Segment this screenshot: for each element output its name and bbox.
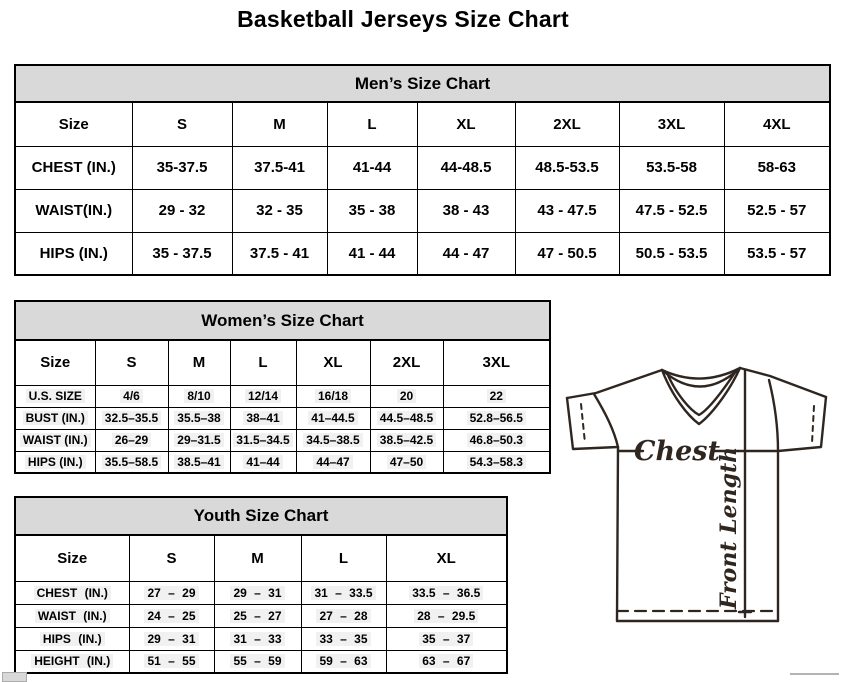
row-label: HIPS (IN.) (15, 451, 95, 473)
table-cell: 50.5 - 53.5 (619, 232, 724, 275)
mens-col-header-3xl: 3XL (619, 102, 724, 146)
table-cell: 29 – 31 (214, 581, 301, 604)
table-cell: 38.5–41 (168, 451, 230, 473)
table-cell: 41-44 (327, 146, 417, 189)
row-label: U.S. SIZE (15, 385, 95, 407)
mens-col-header-xl: XL (417, 102, 515, 146)
table-cell: 46.8–50.3 (443, 429, 550, 451)
youth-col-header-m: M (214, 535, 301, 581)
table-cell: 33.5 – 36.5 (386, 581, 507, 604)
table-cell: 32 - 35 (232, 189, 327, 232)
womens-table-title: Women’s Size Chart (15, 301, 550, 340)
table-cell: 38–41 (230, 407, 296, 429)
row-label: WAIST (IN.) (15, 429, 95, 451)
row-label: CHEST (IN.) (15, 146, 132, 189)
table-cell: 31 – 33.5 (301, 581, 386, 604)
table-cell: 52.8–56.5 (443, 407, 550, 429)
table-cell: 41–44 (230, 451, 296, 473)
womens-col-header-xl: XL (296, 340, 370, 385)
table-cell: 53.5 - 57 (724, 232, 830, 275)
table-cell: 27 – 28 (301, 604, 386, 627)
row-label: BUST (IN.) (15, 407, 95, 429)
row-label: CHEST (IN.) (15, 581, 129, 604)
row-label: HIPS (IN.) (15, 627, 129, 650)
mens-hips-row (15, 232, 830, 275)
table-cell: 37.5 - 41 (232, 232, 327, 275)
womens-size-chart-table (14, 300, 551, 474)
table-cell: 63 – 67 (386, 650, 507, 673)
youth-waist-row (15, 604, 507, 627)
table-cell: 38 - 43 (417, 189, 515, 232)
youth-col-header-xl: XL (386, 535, 507, 581)
table-cell: 44.5–48.5 (370, 407, 443, 429)
womens-col-header-2xl: 2XL (370, 340, 443, 385)
table-cell: 55 – 59 (214, 650, 301, 673)
youth-col-header-l: L (301, 535, 386, 581)
page-title: Basketball Jerseys Size Chart (237, 6, 569, 32)
table-cell: 29 – 31 (129, 627, 214, 650)
table-cell: 44-48.5 (417, 146, 515, 189)
table-cell: 33 – 35 (301, 627, 386, 650)
table-cell: 32.5–35.5 (95, 407, 168, 429)
table-cell: 25 – 27 (214, 604, 301, 627)
table-cell: 16/18 (296, 385, 370, 407)
womens-bust-row (15, 407, 550, 429)
youth-size-chart-table (14, 496, 508, 674)
table-cell: 24 – 25 (129, 604, 214, 627)
youth-col-header-s: S (129, 535, 214, 581)
row-label: WAIST(IN.) (15, 189, 132, 232)
table-cell: 4/6 (95, 385, 168, 407)
table-cell: 41 - 44 (327, 232, 417, 275)
table-cell: 51 – 55 (129, 650, 214, 673)
table-cell: 34.5–38.5 (296, 429, 370, 451)
jersey-diagram-icon (556, 362, 842, 628)
table-cell: 47 - 50.5 (515, 232, 619, 275)
mens-col-header-size: Size (15, 102, 132, 146)
table-cell: 44–47 (296, 451, 370, 473)
mens-col-header-4xl: 4XL (724, 102, 830, 146)
table-cell: 27 – 29 (129, 581, 214, 604)
table-cell: 54.3–58.3 (443, 451, 550, 473)
table-cell: 12/14 (230, 385, 296, 407)
youth-col-header-size: Size (15, 535, 129, 581)
mens-col-header-m: M (232, 102, 327, 146)
row-label: WAIST (IN.) (15, 604, 129, 627)
womens-hips-row (15, 451, 550, 473)
table-cell: 52.5 - 57 (724, 189, 830, 232)
mens-col-header-s: S (132, 102, 232, 146)
table-cell: 26–29 (95, 429, 168, 451)
youth-height-row (15, 650, 507, 673)
womens-us-size-row (15, 385, 550, 407)
table-cell: 37.5-41 (232, 146, 327, 189)
table-cell: 38.5–42.5 (370, 429, 443, 451)
table-cell: 35.5–38 (168, 407, 230, 429)
table-cell: 31 – 33 (214, 627, 301, 650)
table-cell: 29 - 32 (132, 189, 232, 232)
bottom-right-fragment (790, 673, 839, 675)
womens-col-header-l: L (230, 340, 296, 385)
table-cell: 31.5–34.5 (230, 429, 296, 451)
womens-col-header-m: M (168, 340, 230, 385)
bottom-left-fragment (2, 672, 27, 682)
table-cell: 59 – 63 (301, 650, 386, 673)
table-cell: 22 (443, 385, 550, 407)
table-cell: 53.5-58 (619, 146, 724, 189)
table-cell: 29–31.5 (168, 429, 230, 451)
youth-chest-row (15, 581, 507, 604)
front-length-measure-label: Front Length (716, 446, 742, 610)
table-cell: 47.5 - 52.5 (619, 189, 724, 232)
womens-col-header-3xl: 3XL (443, 340, 550, 385)
table-cell: 44 - 47 (417, 232, 515, 275)
table-cell: 35-37.5 (132, 146, 232, 189)
table-cell: 48.5-53.5 (515, 146, 619, 189)
table-cell: 35.5–58.5 (95, 451, 168, 473)
chest-measure-label: Chest (634, 436, 720, 467)
youth-hips-row (15, 627, 507, 650)
row-label: HEIGHT (IN.) (15, 650, 129, 673)
table-cell: 43 - 47.5 (515, 189, 619, 232)
mens-size-chart-table (14, 64, 831, 276)
mens-col-header-l: L (327, 102, 417, 146)
youth-table-title: Youth Size Chart (15, 497, 507, 535)
womens-waist-row (15, 429, 550, 451)
mens-table-title: Men’s Size Chart (15, 65, 830, 102)
table-cell: 41–44.5 (296, 407, 370, 429)
table-cell: 35 – 37 (386, 627, 507, 650)
womens-col-header-size: Size (15, 340, 95, 385)
mens-waist-row (15, 189, 830, 232)
row-label: HIPS (IN.) (15, 232, 132, 275)
table-cell: 58-63 (724, 146, 830, 189)
jersey-measurement-diagram (556, 362, 842, 628)
table-cell: 20 (370, 385, 443, 407)
mens-chest-row (15, 146, 830, 189)
table-cell: 35 - 38 (327, 189, 417, 232)
table-cell: 47–50 (370, 451, 443, 473)
mens-col-header-2xl: 2XL (515, 102, 619, 146)
table-cell: 8/10 (168, 385, 230, 407)
womens-col-header-s: S (95, 340, 168, 385)
table-cell: 28 – 29.5 (386, 604, 507, 627)
table-cell: 35 - 37.5 (132, 232, 232, 275)
